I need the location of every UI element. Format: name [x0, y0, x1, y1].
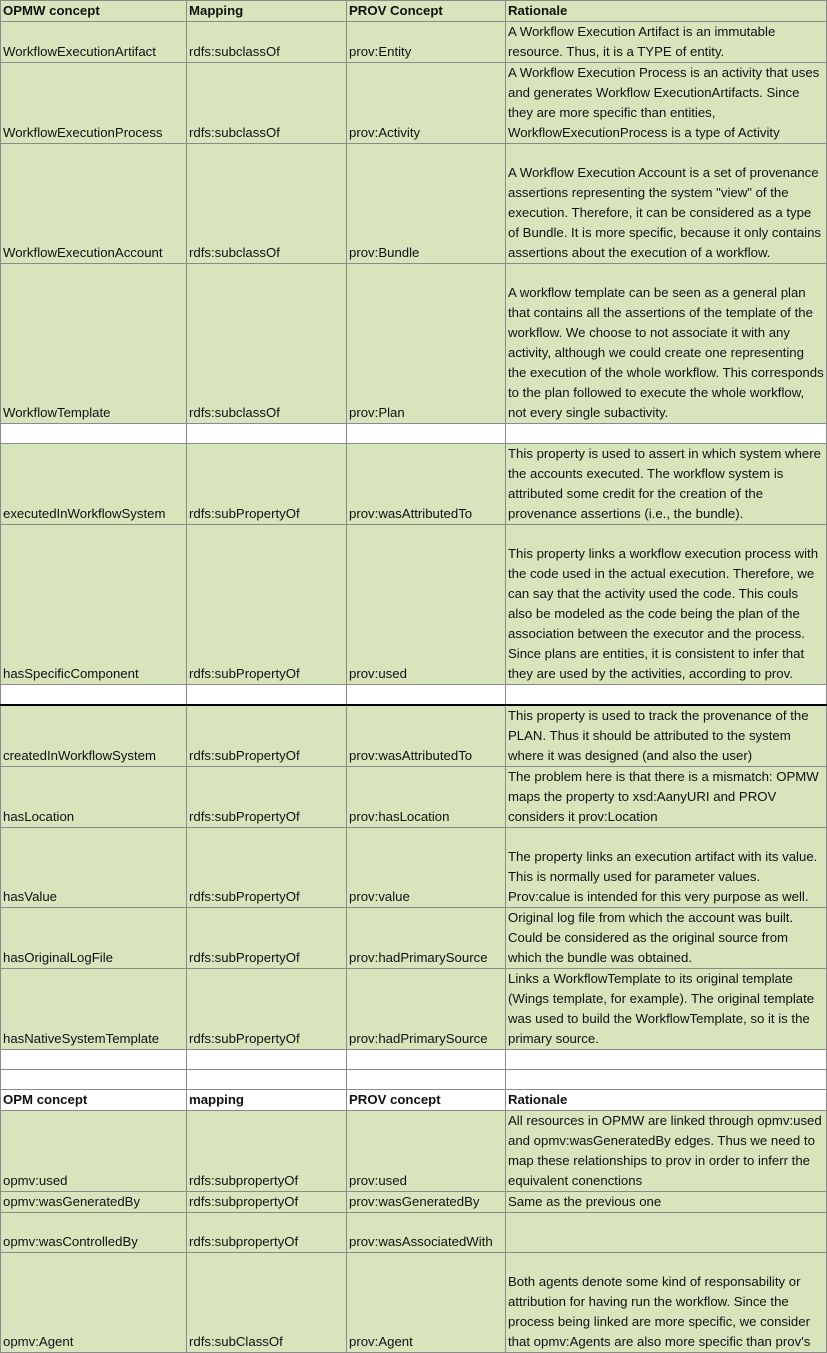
mapping-cell [187, 685, 347, 705]
concept-cell: executedInWorkflowSystem [1, 444, 187, 525]
concept-cell: hasLocation [1, 766, 187, 827]
rationale-cell: The property links an execution artifact with its value. This is normally used for parameter values. Prov:calue is intended for this very purpose as well. [506, 827, 827, 907]
column-header: OPM concept [1, 1089, 187, 1110]
concept-cell: opmv:wasControlledBy [1, 1212, 187, 1252]
concept-cell [1, 685, 187, 705]
column-header: mapping [187, 1089, 347, 1110]
concept-cell [1, 1069, 187, 1089]
empty-row [1, 1069, 827, 1089]
concept-cell: WorkflowExecutionProcess [1, 63, 187, 144]
table-row [1, 1252, 827, 1352]
concept-cell: hasSpecificComponent [1, 525, 187, 685]
table-row [1, 1110, 827, 1191]
concept-cell: hasNativeSystemTemplate [1, 968, 187, 1049]
prov-concept-cell: prov:wasAttributedTo [347, 705, 506, 767]
concept-cell: WorkflowExecutionAccount [1, 144, 187, 264]
prov-concept-cell: prov:used [347, 1110, 506, 1191]
prov-concept-cell: prov:Entity [347, 22, 506, 63]
mapping-cell: rdfs:subPropertyOf [187, 907, 347, 968]
concept-cell [1, 424, 187, 444]
prov-concept-cell: prov:wasAttributedTo [347, 444, 506, 525]
mapping-cell: rdfs:subPropertyOf [187, 827, 347, 907]
rationale-cell: Original log file from which the account was built. Could be considered as the original source from which the bundle was obtained. [506, 907, 827, 968]
rationale-cell: Links a WorkflowTemplate to its original template (Wings template, for example). The original template was used to build the WorkflowTemplate, so it is the primary source. [506, 968, 827, 1049]
mapping-cell: rdfs:subpropertyOf [187, 1212, 347, 1252]
mapping-cell [187, 1049, 347, 1069]
column-header: Mapping [187, 1, 347, 22]
mapping-cell: rdfs:subclassOf [187, 144, 347, 264]
prov-concept-cell: prov:hadPrimarySource [347, 968, 506, 1049]
mapping-cell: rdfs:subPropertyOf [187, 968, 347, 1049]
column-header: PROV Concept [347, 1, 506, 22]
concept-cell: WorkflowTemplate [1, 264, 187, 424]
mapping-cell: rdfs:subPropertyOf [187, 525, 347, 685]
prov-concept-cell: prov:value [347, 827, 506, 907]
rationale-cell [506, 1069, 827, 1089]
table-row [1, 1212, 827, 1252]
concept-cell: opmv:Agent [1, 1252, 187, 1352]
table-row [1, 766, 827, 827]
prov-concept-cell [347, 1049, 506, 1069]
mapping-cell: rdfs:subclassOf [187, 63, 347, 144]
rationale-cell: This property is used to assert in which system where the accounts executed. The workflow system is attributed some credit for the creation of the provenance assertions (i.e., the bundle). [506, 444, 827, 525]
prov-concept-cell: prov:Plan [347, 264, 506, 424]
prov-concept-cell [347, 424, 506, 444]
table-row [1, 907, 827, 968]
concept-cell: createdInWorkflowSystem [1, 705, 187, 767]
rationale-cell: A Workflow Execution Account is a set of provenance assertions representing the system "view" of the execution. Therefore, it can be considered as a type of Bundle. It is more specific, because it only contains assertions about the execution of a workflow. [506, 144, 827, 264]
mapping-cell: rdfs:subpropertyOf [187, 1110, 347, 1191]
rationale-cell: All resources in OPMW are linked through opmv:used and opmv:wasGeneratedBy edges. Thus we need to map these relationships to prov in order to inferr the equivalent conenctions [506, 1110, 827, 1191]
rationale-cell: A Workflow Execution Process is an activity that uses and generates Workflow ExecutionArtifacts. Since they are more specific than entities, WorkflowExecutionProcess is a type of Activity [506, 63, 827, 144]
prov-concept-cell: prov:wasAssociatedWith [347, 1212, 506, 1252]
prov-concept-cell: prov:Activity [347, 63, 506, 144]
mapping-cell: rdfs:subPropertyOf [187, 766, 347, 827]
prov-concept-cell: prov:hasLocation [347, 766, 506, 827]
mapping-cell [187, 424, 347, 444]
rationale-cell [506, 424, 827, 444]
mapping-cell: rdfs:subPropertyOf [187, 705, 347, 767]
mapping-cell: rdfs:subpropertyOf [187, 1191, 347, 1212]
concept-cell: opmv:used [1, 1110, 187, 1191]
prov-concept-cell: prov:Agent [347, 1252, 506, 1352]
rationale-cell: A Workflow Execution Artifact is an immutable resource. Thus, it is a TYPE of entity. [506, 22, 827, 63]
mapping-cell: rdfs:subclassOf [187, 264, 347, 424]
table-row [1, 264, 827, 424]
mapping-cell: rdfs:subPropertyOf [187, 444, 347, 525]
column-header: PROV concept [347, 1089, 506, 1110]
header-row [1, 1089, 827, 1110]
table-row [1, 22, 827, 63]
column-header: OPMW concept [1, 1, 187, 22]
empty-row [1, 685, 827, 705]
rationale-cell: This property links a workflow execution process with the code used in the actual execution. Therefore, we can say that the activity used the code. This couls also be modeled as the code being the plan of the association between the executor and the process. Since plans are entities, it is consistent to infer that they are used by the activities, according to prov. [506, 525, 827, 685]
table-row [1, 444, 827, 525]
concept-cell: opmv:wasGeneratedBy [1, 1191, 187, 1212]
table-row [1, 525, 827, 685]
rationale-cell: A workflow template can be seen as a general plan that contains all the assertions of the template of the workflow. We choose to not associate it with any activity, although we could create one representing the execution of the whole workflow. This corresponds to the plan followed to execute the whole workflow, not every single subactivity. [506, 264, 827, 424]
table-row [1, 968, 827, 1049]
rationale-cell: Both agents denote some kind of responsability or attribution for having run the workflow. Since the process being linked are more specific, we consider that opmv:Agents are also more specific than prov's [506, 1252, 827, 1352]
table-row [1, 63, 827, 144]
mapping-cell: rdfs:subclassOf [187, 22, 347, 63]
concept-cell: hasOriginalLogFile [1, 907, 187, 968]
header-row [1, 1, 827, 22]
concept-cell: hasValue [1, 827, 187, 907]
rationale-cell: The problem here is that there is a mismatch: OPMW maps the property to xsd:AanyURI and PROV considers it prov:Location [506, 766, 827, 827]
column-header: Rationale [506, 1089, 827, 1110]
prov-concept-cell: prov:wasGeneratedBy [347, 1191, 506, 1212]
mapping-cell: rdfs:subClassOf [187, 1252, 347, 1352]
mapping-cell [187, 1069, 347, 1089]
prov-concept-cell: prov:Bundle [347, 144, 506, 264]
prov-concept-cell: prov:used [347, 525, 506, 685]
prov-concept-cell [347, 1069, 506, 1089]
prov-concept-cell: prov:hadPrimarySource [347, 907, 506, 968]
empty-row [1, 1049, 827, 1069]
column-header: Rationale [506, 1, 827, 22]
table-row [1, 144, 827, 264]
concept-cell [1, 1049, 187, 1069]
mapping-table-body [1, 1, 827, 1353]
table-row [1, 1191, 827, 1212]
empty-row [1, 424, 827, 444]
rationale-cell: Same as the previous one [506, 1191, 827, 1212]
rationale-cell: This property is used to track the provenance of the PLAN. Thus it should be attributed to the system where it was designed (and also the user) [506, 705, 827, 767]
prov-concept-cell [347, 685, 506, 705]
concept-cell: WorkflowExecutionArtifact [1, 22, 187, 63]
table-row [1, 827, 827, 907]
table-row [1, 705, 827, 767]
rationale-cell [506, 1049, 827, 1069]
rationale-cell [506, 685, 827, 705]
rationale-cell [506, 1212, 827, 1252]
